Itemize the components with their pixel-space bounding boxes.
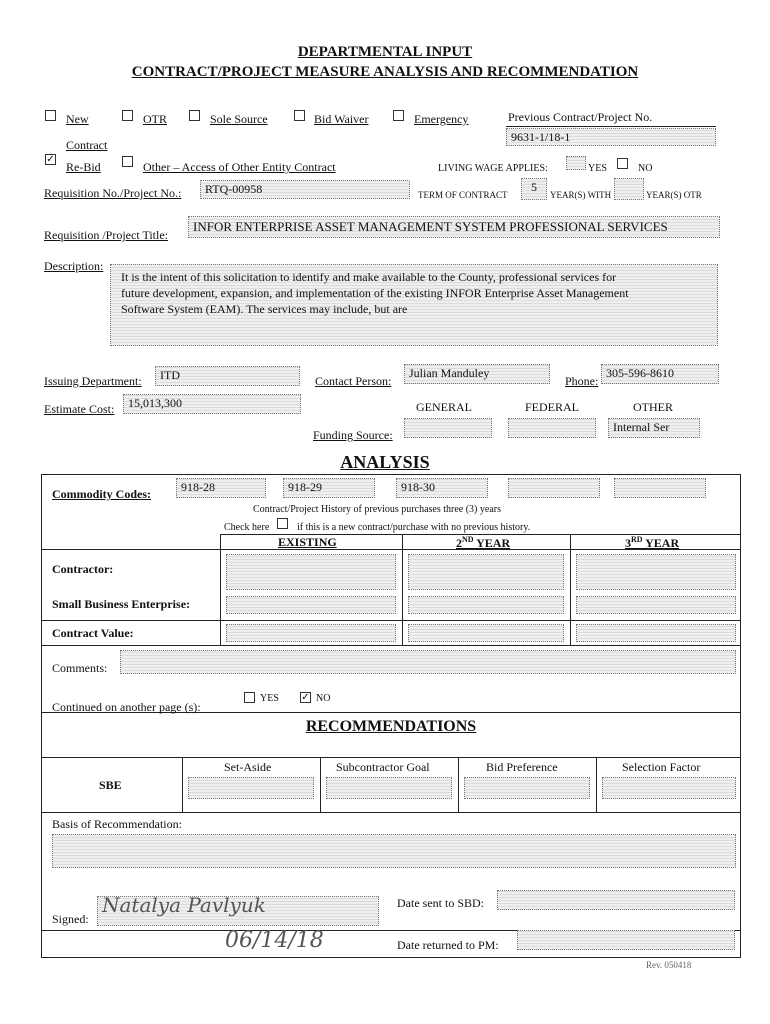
otr-years-field[interactable] xyxy=(614,178,644,200)
rec-divider-4 xyxy=(596,757,597,812)
col-divider-2 xyxy=(402,534,403,646)
rebid-checkbox[interactable]: ✓ xyxy=(46,154,55,165)
estimate-field[interactable]: 15,013,300 xyxy=(123,394,301,414)
year3-value-field[interactable] xyxy=(576,624,736,642)
set-aside-field[interactable] xyxy=(188,777,314,799)
description-line-3: Software System (EAM). The services may include, but are xyxy=(121,302,408,316)
requisition-label: Requisition No./Project No.: xyxy=(44,186,182,200)
bid-waiver-label: Bid Waiver xyxy=(314,112,369,126)
description-label: Description: xyxy=(44,259,104,273)
row-line-4 xyxy=(41,757,741,758)
col-3rd-sup: RD xyxy=(631,535,643,544)
rec-sbe-label: SBE xyxy=(99,778,122,792)
funding-other-label: OTHER xyxy=(633,400,673,414)
new-history-checkbox[interactable] xyxy=(277,518,288,529)
commodity-code-2[interactable]: 918-29 xyxy=(283,478,375,498)
row-line-2 xyxy=(41,645,741,646)
signature-text: Natalya Pavlyuk xyxy=(102,896,266,917)
otr-label: OTR xyxy=(143,112,167,126)
basis-label: Basis of Recommendation: xyxy=(52,817,182,831)
funding-general-label: GENERAL xyxy=(416,400,472,414)
analysis-heading: ANALYSIS xyxy=(340,452,430,472)
description-line-2: future development, expansion, and implementation of the existing INFOR Enterprise Asset Management xyxy=(121,286,629,300)
subcontractor-goal-header: Subcontractor Goal xyxy=(336,760,430,774)
comments-label: Comments: xyxy=(52,661,108,675)
commodity-code-3[interactable]: 918-30 xyxy=(396,478,488,498)
existing-value-field[interactable] xyxy=(226,624,396,642)
col-3rd-year xyxy=(625,535,679,551)
col-2nd-sup: ND xyxy=(462,535,474,544)
comments-field[interactable] xyxy=(120,650,736,674)
requisition-field[interactable]: RTQ-00958 xyxy=(200,180,410,199)
subcontractor-goal-field[interactable] xyxy=(326,777,452,799)
funding-federal-label: FEDERAL xyxy=(525,400,579,414)
year2-contractor-field[interactable] xyxy=(408,554,564,590)
years-with-label: YEAR(S) WITH xyxy=(550,190,612,200)
phone-label: Phone: xyxy=(565,374,599,388)
bid-preference-header: Bid Preference xyxy=(486,760,558,774)
living-wage-yes-box[interactable] xyxy=(566,156,586,170)
selection-factor-header: Selection Factor xyxy=(622,760,701,774)
issuing-dept-label: Issuing Department: xyxy=(44,374,142,388)
year3-sbe-field[interactable] xyxy=(576,596,736,614)
term-label: TERM OF CONTRACT xyxy=(418,190,508,200)
bid-waiver-checkbox[interactable] xyxy=(294,110,305,121)
year3-contractor-field[interactable] xyxy=(576,554,736,590)
date-returned-field[interactable] xyxy=(517,930,735,950)
living-wage-yes: YES xyxy=(588,163,607,174)
col-2nd-word: YEAR xyxy=(473,536,511,550)
continued-yes-checkbox[interactable] xyxy=(244,692,255,703)
continued-no-label: NO xyxy=(316,693,331,704)
year2-sbe-field[interactable] xyxy=(408,596,564,614)
commodity-code-4[interactable] xyxy=(508,478,600,498)
col-divider-1 xyxy=(220,534,221,646)
selection-factor-field[interactable] xyxy=(602,777,736,799)
rec-divider-2 xyxy=(320,757,321,812)
living-wage-label: LIVING WAGE APPLIES: xyxy=(438,163,548,174)
existing-contractor-field[interactable] xyxy=(226,554,396,590)
contract-label: Contract xyxy=(66,138,108,152)
emergency-checkbox[interactable] xyxy=(393,110,404,121)
continued-yes-label: YES xyxy=(260,693,279,704)
previous-contract-field[interactable]: 9631-1/18-1 xyxy=(506,128,716,146)
project-title-field[interactable]: INFOR ENTERPRISE ASSET MANAGEMENT SYSTEM PROFESSIONAL SERVICES xyxy=(188,216,720,238)
project-title-label: Requisition /Project Title: xyxy=(44,228,169,242)
funding-general-field[interactable] xyxy=(404,418,492,438)
signature-field[interactable] xyxy=(97,896,379,926)
col-3rd-word: YEAR xyxy=(642,536,680,550)
rec-divider-3 xyxy=(458,757,459,812)
rebid-label: Re-Bid xyxy=(66,160,101,174)
date-sent-label: Date sent to SBD: xyxy=(397,896,484,910)
funding-federal-field[interactable] xyxy=(508,418,596,438)
existing-sbe-field[interactable] xyxy=(226,596,396,614)
term-years-field[interactable]: 5 xyxy=(521,178,547,200)
revision-label: Rev. 050418 xyxy=(646,960,692,970)
form-subtitle: CONTRACT/PROJECT MEASURE ANALYSIS AND RECOMMENDATION xyxy=(131,64,639,80)
basis-field[interactable] xyxy=(52,834,736,868)
col-existing: EXISTING xyxy=(278,535,337,549)
contact-field[interactable]: Julian Manduley xyxy=(404,364,550,384)
contact-label: Contact Person: xyxy=(315,374,392,388)
check-here-label: Check here xyxy=(224,522,270,533)
col-2nd-year xyxy=(456,535,510,551)
bid-preference-field[interactable] xyxy=(464,777,590,799)
contract-value-label: Contract Value: xyxy=(52,626,134,640)
emergency-label: Emergency xyxy=(414,112,469,126)
continued-no-checkbox[interactable]: ✓ xyxy=(301,692,310,703)
date-returned-label: Date returned to PM: xyxy=(397,938,499,952)
living-wage-no: NO xyxy=(638,163,653,174)
col-divider-3 xyxy=(570,534,571,646)
phone-field[interactable]: 305-596-8610 xyxy=(601,364,719,384)
col-3rd-num: 3 xyxy=(625,536,631,550)
funding-source-label: Funding Source: xyxy=(313,428,393,442)
estimate-label: Estimate Cost: xyxy=(44,402,115,416)
date-sent-field[interactable] xyxy=(497,890,735,910)
row-line-1 xyxy=(41,620,741,621)
col-2nd-num: 2 xyxy=(456,536,462,550)
signed-label: Signed: xyxy=(52,912,89,926)
other-checkbox[interactable] xyxy=(122,156,133,167)
commodity-code-1[interactable]: 918-28 xyxy=(176,478,266,498)
year2-value-field[interactable] xyxy=(408,624,564,642)
description-field[interactable] xyxy=(110,264,718,346)
new-history-note: if this is a new contract/purchase with no previous history. xyxy=(297,522,531,533)
description-line-1: It is the intent of this solicitation to identify and make available to the County, professional services for xyxy=(121,270,617,284)
recommendations-heading: RECOMMENDATIONS xyxy=(305,718,477,735)
set-aside-header: Set-Aside xyxy=(224,760,272,774)
row-line-5 xyxy=(41,812,741,813)
sbe-label: Small Business Enterprise: xyxy=(52,597,191,611)
form-title: DEPARTMENTAL INPUT xyxy=(297,44,473,60)
previous-contract-label: Previous Contract/Project No. xyxy=(508,110,653,124)
contractor-label: Contractor: xyxy=(52,562,114,576)
history-note: Contract/Project History of previous purchases three (3) years xyxy=(253,504,501,515)
new-label: New xyxy=(66,112,89,126)
other-label: Other – Access of Other Entity Contract xyxy=(143,160,336,174)
handwritten-date: 06/14/18 xyxy=(225,928,324,953)
continued-label: Continued on another page (s): xyxy=(52,700,201,714)
years-otr-label: YEAR(S) OTR xyxy=(646,190,702,200)
new-checkbox[interactable] xyxy=(45,110,56,121)
living-wage-no-checkbox[interactable] xyxy=(617,158,628,169)
sole-source-label: Sole Source xyxy=(210,112,268,126)
sole-source-checkbox[interactable] xyxy=(189,110,200,121)
issuing-dept-field[interactable]: ITD xyxy=(155,366,300,386)
funding-other-field[interactable]: Internal Ser xyxy=(608,418,700,438)
otr-checkbox[interactable] xyxy=(122,110,133,121)
rec-divider-1 xyxy=(182,757,183,812)
previous-underline xyxy=(506,126,716,127)
commodity-codes-label: Commodity Codes: xyxy=(52,487,151,501)
commodity-code-5[interactable] xyxy=(614,478,706,498)
